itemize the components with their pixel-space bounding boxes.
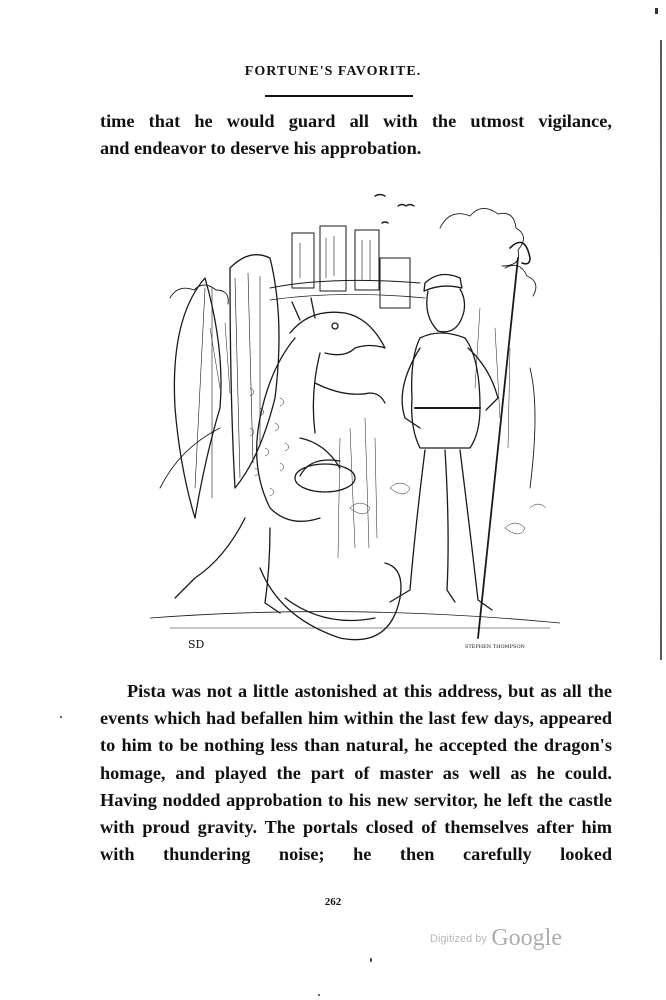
- running-head: FORTUNE'S FAVORITE.: [244, 64, 422, 79]
- main-text-block: [100, 678, 612, 868]
- scan-speck: [318, 994, 320, 996]
- foliage: [160, 208, 546, 558]
- top-text-block: [100, 108, 612, 162]
- engraving-illustration: [150, 188, 560, 658]
- monogram: SD: [188, 638, 205, 651]
- google-logo: Google: [491, 925, 562, 951]
- scan-edge-shadow: [660, 40, 662, 660]
- scan-speck: [370, 958, 372, 962]
- main-paragraph: Pista was not a little astonished at this address, but as all the events which had befallen him within the last few days, appeared to him to be nothing less than natural, he accepted the dragon's homage, and played the part of master as well as he could. Having nodded approbation to his new servitor, he left the castle with proud gravity. The portals closed of themselves after him with thundering noise; he then carefully looked: [100, 681, 612, 865]
- scan-speck: [60, 716, 62, 718]
- header-rule: [265, 95, 413, 97]
- scan-mark: [655, 8, 658, 14]
- top-text-line: and endeavor to deserve his approbation.: [100, 138, 422, 159]
- birds: [375, 195, 414, 224]
- watermark-prefix: Digitized by: [430, 933, 487, 945]
- castle: [270, 226, 425, 308]
- engraver-signature: STEPHEN THOMPSON: [465, 644, 525, 650]
- digitized-watermark: [430, 925, 562, 952]
- top-text-line: time that he would guard all with the utmost vigilance,: [100, 111, 612, 131]
- page-number: 262: [324, 896, 342, 908]
- dragon: [174, 255, 401, 640]
